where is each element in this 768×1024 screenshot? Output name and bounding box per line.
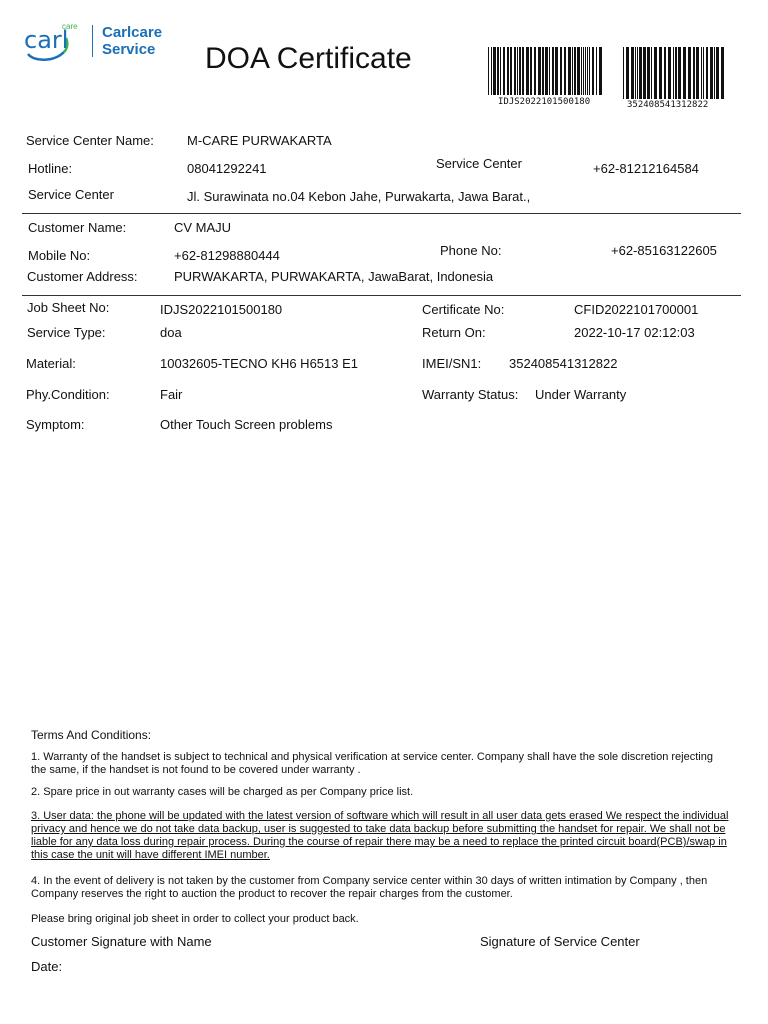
mobile-label: Mobile No: bbox=[28, 248, 91, 263]
warranty-status-label: Warranty Status: bbox=[422, 387, 519, 402]
imei-value: 352408541312822 bbox=[509, 356, 618, 371]
barcode-bar bbox=[549, 47, 550, 95]
barcode-bar bbox=[587, 47, 588, 95]
barcode-bar bbox=[639, 47, 642, 99]
imei-barcode bbox=[623, 47, 725, 99]
terms-note: Please bring original job sheet in order to collect your product back. bbox=[31, 913, 359, 925]
barcode-bar bbox=[510, 47, 512, 95]
hotline-value: 08041292241 bbox=[187, 161, 267, 176]
brand-line-2: Service bbox=[102, 41, 156, 58]
service-center-name-label: Service Center Name: bbox=[26, 133, 154, 148]
barcode-bar bbox=[552, 47, 554, 95]
certificate-value: CFID2022101700001 bbox=[574, 302, 699, 317]
customer-address: PURWAKARTA, PURWAKARTA, JawaBarat, Indonesia bbox=[174, 269, 494, 284]
barcode-bar bbox=[701, 47, 702, 99]
terms-item-4: 4. In the event of delivery is not taken by the customer from Company service center within 30 days of written intimation by Company , then Company reserves the right to auction the product to recover the repair charges from the customer. bbox=[31, 875, 708, 900]
terms-item-2: 2. Spare price in out warranty cases will be charged as per Company price list. bbox=[31, 786, 414, 798]
barcode-bar bbox=[654, 47, 657, 99]
barcode-bar bbox=[577, 47, 580, 95]
phy-condition-value: Fair bbox=[160, 387, 183, 402]
customer-name: CV MAJU bbox=[174, 220, 232, 235]
imei-label: IMEI/SN1: bbox=[422, 356, 482, 371]
divider-1 bbox=[22, 213, 741, 214]
barcode-bar bbox=[673, 47, 674, 99]
barcode-bar bbox=[703, 47, 704, 99]
barcode-bar bbox=[491, 47, 492, 95]
logo-mark-small: care bbox=[62, 22, 78, 31]
barcode-bar bbox=[637, 47, 638, 99]
divider-2 bbox=[22, 295, 741, 296]
service-type-value: doa bbox=[160, 325, 182, 340]
barcode-bar bbox=[716, 47, 719, 99]
barcode-bar bbox=[599, 47, 602, 95]
barcode-bar bbox=[534, 47, 536, 95]
barcode-bar bbox=[678, 47, 681, 99]
date-label: Date: bbox=[31, 959, 63, 974]
barcode-bar bbox=[668, 47, 671, 99]
customer-signature-label: Customer Signature with Name bbox=[31, 934, 212, 949]
barcode-bar bbox=[626, 47, 629, 99]
barcode-bar bbox=[500, 47, 501, 95]
hotline-label: Hotline: bbox=[28, 161, 73, 176]
customer-address-label: Customer Address: bbox=[27, 269, 138, 284]
barcode-bar bbox=[714, 47, 715, 99]
barcode-bar bbox=[564, 47, 566, 95]
barcode-bar bbox=[675, 47, 677, 99]
service-center-phone-label: Service Center bbox=[436, 156, 522, 171]
barcode-bar bbox=[583, 47, 584, 95]
barcode-bar bbox=[696, 47, 699, 99]
barcode-bar bbox=[503, 47, 505, 95]
barcode-bar bbox=[651, 47, 652, 99]
barcode-bar bbox=[623, 47, 624, 99]
logo-mark: carl bbox=[24, 26, 69, 54]
job-sheet-label: Job Sheet No: bbox=[27, 300, 110, 315]
phy-condition-label: Phy.Condition: bbox=[26, 387, 110, 402]
barcode-bar bbox=[721, 47, 724, 99]
barcode-bar bbox=[693, 47, 695, 99]
barcode-bar bbox=[555, 47, 558, 95]
barcode-bar bbox=[497, 47, 499, 95]
job-barcode-label: IDJS2022101500180 bbox=[498, 97, 591, 107]
barcode-bar bbox=[538, 47, 541, 95]
barcode-bar bbox=[664, 47, 666, 99]
mobile-value: +62-81298880444 bbox=[174, 248, 280, 263]
imei-barcode-label: 352408541312822 bbox=[627, 100, 709, 110]
symptom-value: Other Touch Screen problems bbox=[160, 417, 333, 432]
service-center-address: Jl. Surawinata no.04 Kebon Jahe, Purwakarta, Jawa Barat., bbox=[187, 189, 531, 204]
barcode-bar bbox=[488, 47, 489, 95]
certificate-label: Certificate No: bbox=[422, 302, 505, 317]
barcode-bar bbox=[530, 47, 532, 95]
material-value: 10032605-TECNO KH6 H6513 E1 bbox=[160, 356, 359, 371]
barcode-bar bbox=[688, 47, 691, 99]
barcode-bar bbox=[631, 47, 634, 99]
terms-heading: Terms And Conditions: bbox=[31, 728, 152, 742]
customer-name-label: Customer Name: bbox=[28, 220, 127, 235]
material-label: Material: bbox=[26, 356, 76, 371]
barcode-bar bbox=[659, 47, 662, 99]
barcode-bar bbox=[526, 47, 529, 95]
barcode-bar bbox=[706, 47, 708, 99]
barcode-bar bbox=[545, 47, 548, 95]
barcode-bar bbox=[596, 47, 597, 95]
barcode-bar bbox=[507, 47, 509, 95]
barcode-bar bbox=[493, 47, 496, 95]
barcode-bar bbox=[519, 47, 521, 95]
return-on-value: 2022-10-17 02:12:03 bbox=[574, 325, 695, 340]
barcode-bar bbox=[647, 47, 650, 99]
logo-divider bbox=[92, 25, 93, 57]
barcode-bar bbox=[572, 47, 573, 95]
barcode-bar bbox=[568, 47, 571, 95]
barcode-bar bbox=[581, 47, 582, 95]
barcode-bar bbox=[574, 47, 576, 95]
barcode-bar bbox=[592, 47, 594, 95]
barcode-bar bbox=[514, 47, 516, 95]
phone-value: +62-85163122605 bbox=[611, 243, 717, 258]
brand-line-1: Carlcare bbox=[102, 24, 163, 41]
job-barcode bbox=[488, 47, 604, 95]
barcode-bar bbox=[560, 47, 562, 95]
barcode-bar bbox=[635, 47, 636, 99]
barcode-bar bbox=[542, 47, 544, 95]
terms-item-3: 3. User data: the phone will be updated with the latest version of software which will result in all user data gets erased We respect the individual privacy and hence we do not take data backup, user is suggested to take data backup before submitting the handset for repair. We shall not be liable for any data loss during repair process. During the course of repair there may be a need to replace the printed circuit board(PCB)/swap in this case the unit will have different IMEI number. bbox=[31, 810, 729, 861]
barcode-bar bbox=[517, 47, 518, 95]
barcode-bar bbox=[585, 47, 586, 95]
return-on-label: Return On: bbox=[422, 325, 486, 340]
barcode-bar bbox=[643, 47, 646, 99]
barcode-bar bbox=[683, 47, 686, 99]
terms-item-1: 1. Warranty of the handset is subject to technical and physical verification at service center. Company shall have the sole discretion rejecting the same, if the handset is not found to be covered under warranty . bbox=[31, 751, 713, 776]
service-center-name: M-CARE PURWAKARTA bbox=[187, 133, 332, 148]
page-title: DOA Certificate bbox=[205, 42, 412, 75]
service-center-phone: +62-81212164584 bbox=[593, 161, 699, 176]
barcode-bar bbox=[589, 47, 590, 95]
job-sheet-value: IDJS2022101500180 bbox=[160, 302, 283, 317]
service-type-label: Service Type: bbox=[27, 325, 106, 340]
symptom-label: Symptom: bbox=[26, 417, 85, 432]
service-center-signature-label: Signature of Service Center bbox=[480, 934, 640, 949]
warranty-status-value: Under Warranty bbox=[535, 387, 627, 402]
barcode-bar bbox=[522, 47, 524, 95]
phone-label: Phone No: bbox=[440, 243, 502, 258]
service-center-address-label: Service Center bbox=[28, 187, 114, 202]
barcode-bar bbox=[710, 47, 713, 99]
